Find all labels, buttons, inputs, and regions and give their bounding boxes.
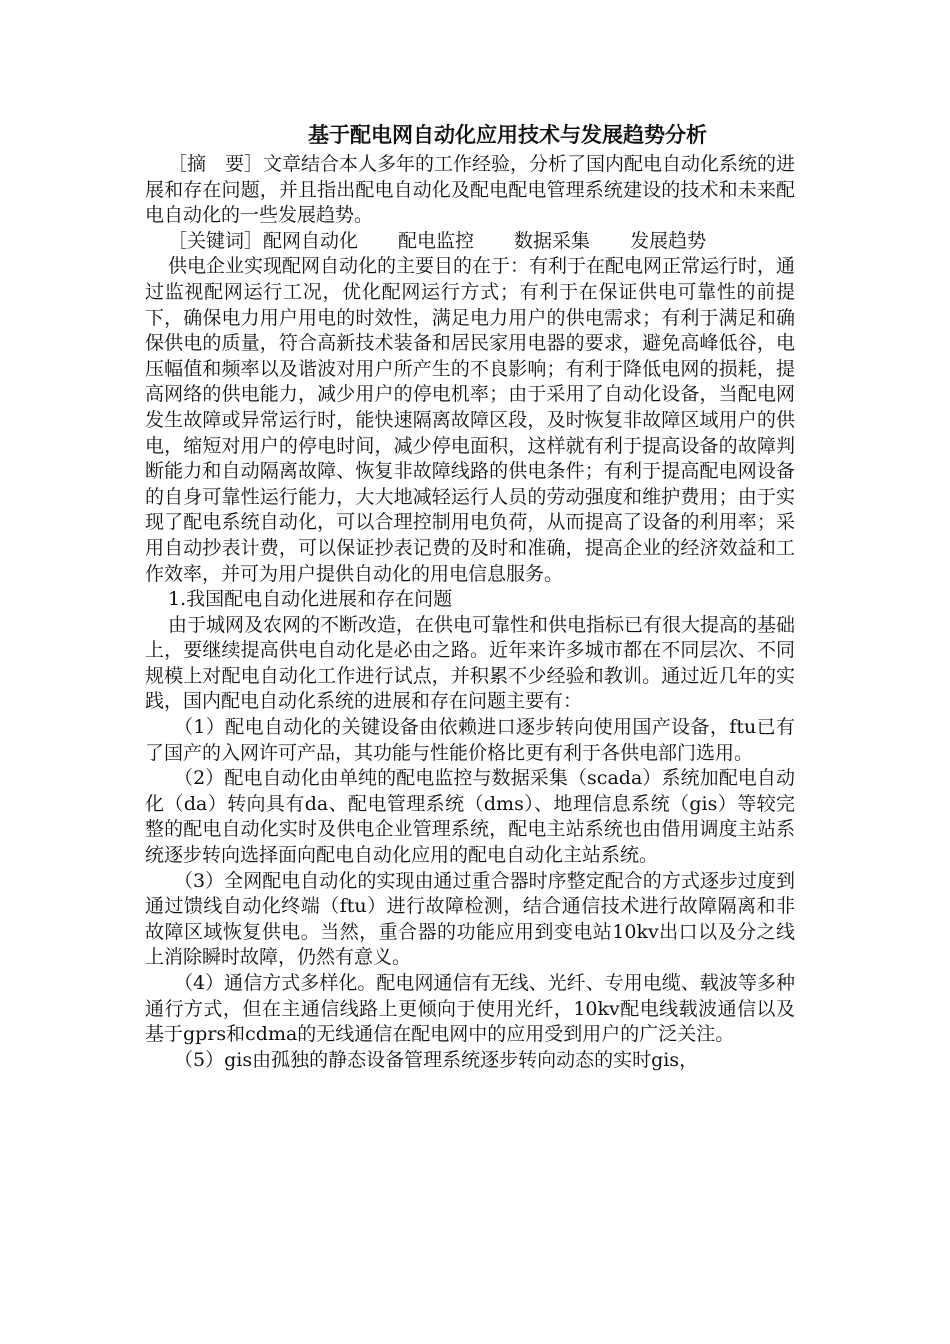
- keyword: 数据采集: [514, 229, 591, 252]
- keyword: 发展趋势: [630, 229, 707, 252]
- keyword: 配网自动化: [263, 229, 359, 252]
- document-body: [145, 120, 795, 1073]
- list-item: （1）配电自动化的关键设备由依赖进口逐步转向使用国产设备，ftu已有了国产的入网许可产品，其功能与性能价格比更有利于各供电部门选用。: [145, 716, 795, 764]
- intro-paragraph: 供电企业实现配网自动化的主要目的在于：有利于在配电网正常运行时，通过监视配网运行工况，优化配网运行方式；有利于在保证供电可靠性的前提下，确保电力用户用电的时效性，满足电力用户的供电需求；有利于满足和确保供电的质量，符合高新技术装备和居民家用电器的要求，避免高峰低谷，电压幅值和频率以及谐波对用户所产生的不良影响；有利于降低电网的损耗，提高网络的供电能力，减少用户的停电机率；由于采用了自动化设备，当配电网发生故障或异常运行时，能快速隔离故障区段，及时恢复非故障区域用户的供电，缩短对用户的停电时间，减少停电面积，这样就有利于提高设备的故障判断能力和自动隔离故障、恢复非故障线路的供电条件；有利于提高配电网设备的自身可靠性运行能力，大大地减轻运行人员的劳动强度和维护费用；由于实现了配电系统自动化，可以合理控制用电负荷，从而提高了设备的利用率；采用自动抄表计费，可以保证抄表记费的及时和准确，提高企业的经济效益和工作效率，并可为用户提供自动化的用电信息服务。: [145, 255, 796, 585]
- keywords-label: ［关键词］: [168, 229, 264, 252]
- section-paragraph: 由于城网及农网的不断改造，在供电可靠性和供电指标已有很大提高的基础上，要继续提高供电自动化是必由之路。近年来许多城市都在不同层次、不同规模上对配电自动化工作进行试点，并积累不少经验和教训。通过近几年的实践，国内配电自动化系统的进展和存在问题主要有：: [145, 613, 796, 713]
- list-item: （5）gis由孤独的静态设备管理系统逐步转向动态的实时gis，: [174, 1048, 699, 1071]
- list-item: （4）通信方式多样化。配电网通信有无线、光纤、专用电缆、载波等多种通行方式，但在主通信线路上更倾向于使用光纤，10kv配电线载波通信以及基于gprs和cdma的无线通信在配电网中的应用受到用户的广泛关注。: [145, 972, 795, 1046]
- document-title: 基于配电网自动化应用技术与发展趋势分析: [308, 122, 707, 147]
- list-item: （3）全网配电自动化的实现由通过重合器时序整定配合的方式逐步过度到通过馈线自动化终端（ftu）进行故障检测，结合通信技术进行故障隔离和非故障区域恢复供电。当然，重合器的功能应用到变电站10kv出口以及分之线上消除瞬时故障，仍然有意义。: [145, 869, 795, 969]
- keywords: [145, 229, 795, 255]
- list-item: （2）配电自动化由单纯的配电监控与数据采集（scada）系统加配电自动化（da）转向具有da、配电管理系统（dms）、地理信息系统（gis）等较完整的配电自动化实时及供电企业管理系统，配电主站系统也由借用调度主站系统逐步转向选择面向配电自动化应用的配电自动化主站系统。: [145, 767, 795, 867]
- keyword: 配电监控: [398, 229, 475, 252]
- section-heading: 1.我国配电自动化进展和存在问题: [168, 588, 453, 611]
- abstract: ［摘 要］文章结合本人多年的工作经验，分析了国内配电自动化系统的进展和存在问题，并且指出配电自动化及配电配电管理系统建设的技术和未来配电自动化的一些发展趋势。: [145, 153, 796, 227]
